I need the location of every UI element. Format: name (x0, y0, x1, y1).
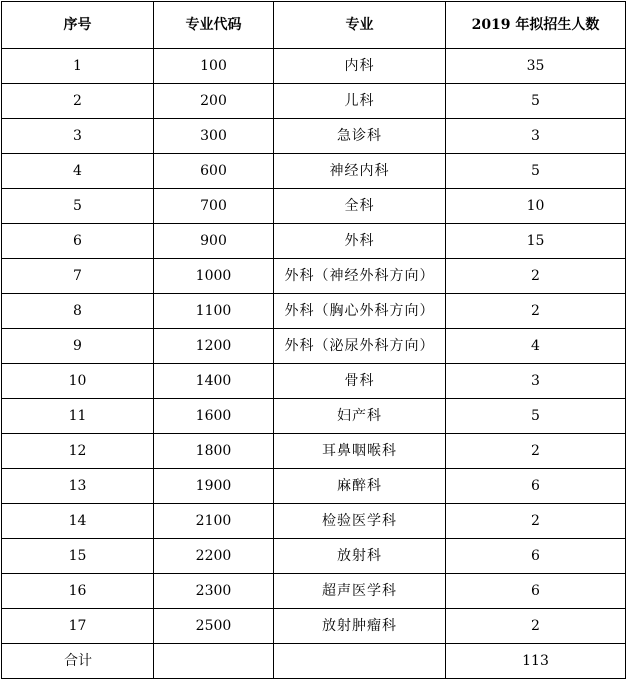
cell-seq: 15 (2, 539, 154, 574)
cell-quota: 2 (446, 434, 626, 469)
cell-quota: 15 (446, 224, 626, 259)
header-seq: 序号 (2, 2, 154, 49)
total-label: 合计 (2, 644, 154, 679)
cell-code: 1900 (154, 469, 274, 504)
table-row (2, 189, 626, 224)
cell-quota: 5 (446, 84, 626, 119)
table-row (2, 434, 626, 469)
cell-seq: 5 (2, 189, 154, 224)
cell-quota: 6 (446, 574, 626, 609)
table-row (2, 259, 626, 294)
table-row (2, 49, 626, 84)
cell-quota: 2 (446, 259, 626, 294)
cell-quota: 3 (446, 364, 626, 399)
total-major-empty (274, 644, 446, 679)
table-row (2, 574, 626, 609)
table-row (2, 469, 626, 504)
table-row (2, 224, 626, 259)
header-major: 专业 (274, 2, 446, 49)
total-quota: 113 (446, 644, 626, 679)
cell-major: 儿科 (274, 84, 446, 119)
cell-code: 300 (154, 119, 274, 154)
cell-quota: 35 (446, 49, 626, 84)
cell-quota: 6 (446, 469, 626, 504)
cell-seq: 14 (2, 504, 154, 539)
cell-major: 放射科 (274, 539, 446, 574)
cell-seq: 7 (2, 259, 154, 294)
cell-quota: 2 (446, 294, 626, 329)
cell-major: 放射肿瘤科 (274, 609, 446, 644)
cell-seq: 9 (2, 329, 154, 364)
cell-code: 2100 (154, 504, 274, 539)
cell-seq: 4 (2, 154, 154, 189)
cell-major: 急诊科 (274, 119, 446, 154)
cell-major: 超声医学科 (274, 574, 446, 609)
enrollment-quota-table (1, 1, 626, 679)
table-row (2, 399, 626, 434)
table-row (2, 539, 626, 574)
cell-major: 麻醉科 (274, 469, 446, 504)
cell-major: 检验医学科 (274, 504, 446, 539)
table-row (2, 84, 626, 119)
cell-quota: 5 (446, 399, 626, 434)
cell-code: 600 (154, 154, 274, 189)
cell-major: 内科 (274, 49, 446, 84)
table-row (2, 154, 626, 189)
cell-major: 妇产科 (274, 399, 446, 434)
cell-quota: 4 (446, 329, 626, 364)
cell-major: 骨科 (274, 364, 446, 399)
table-row (2, 329, 626, 364)
cell-code: 2200 (154, 539, 274, 574)
cell-seq: 12 (2, 434, 154, 469)
cell-code: 1000 (154, 259, 274, 294)
cell-code: 2500 (154, 609, 274, 644)
table-header-row (2, 2, 626, 49)
table-row (2, 119, 626, 154)
cell-code: 1200 (154, 329, 274, 364)
cell-code: 200 (154, 84, 274, 119)
table-row (2, 609, 626, 644)
total-code-empty (154, 644, 274, 679)
cell-seq: 8 (2, 294, 154, 329)
cell-major: 耳鼻咽喉科 (274, 434, 446, 469)
header-major-code: 专业代码 (154, 2, 274, 49)
cell-seq: 3 (2, 119, 154, 154)
cell-seq: 6 (2, 224, 154, 259)
table-row (2, 364, 626, 399)
cell-quota: 5 (446, 154, 626, 189)
cell-quota: 2 (446, 609, 626, 644)
cell-code: 1800 (154, 434, 274, 469)
cell-seq: 16 (2, 574, 154, 609)
cell-quota: 6 (446, 539, 626, 574)
cell-major: 外科（神经外科方向） (274, 259, 446, 294)
cell-code: 700 (154, 189, 274, 224)
cell-seq: 11 (2, 399, 154, 434)
cell-code: 1600 (154, 399, 274, 434)
cell-seq: 10 (2, 364, 154, 399)
cell-code: 2300 (154, 574, 274, 609)
cell-seq: 1 (2, 49, 154, 84)
cell-code: 900 (154, 224, 274, 259)
total-row (2, 644, 626, 679)
cell-code: 1100 (154, 294, 274, 329)
cell-code: 100 (154, 49, 274, 84)
cell-quota: 3 (446, 119, 626, 154)
cell-major: 全科 (274, 189, 446, 224)
cell-seq: 2 (2, 84, 154, 119)
cell-quota: 2 (446, 504, 626, 539)
cell-major: 外科 (274, 224, 446, 259)
table-row (2, 294, 626, 329)
cell-major: 外科（胸心外科方向） (274, 294, 446, 329)
cell-code: 1400 (154, 364, 274, 399)
cell-seq: 17 (2, 609, 154, 644)
cell-major: 神经内科 (274, 154, 446, 189)
cell-seq: 13 (2, 469, 154, 504)
header-quota: 2019 年拟招生人数 (446, 2, 626, 49)
cell-major: 外科（泌尿外科方向） (274, 329, 446, 364)
cell-quota: 10 (446, 189, 626, 224)
table-row (2, 504, 626, 539)
